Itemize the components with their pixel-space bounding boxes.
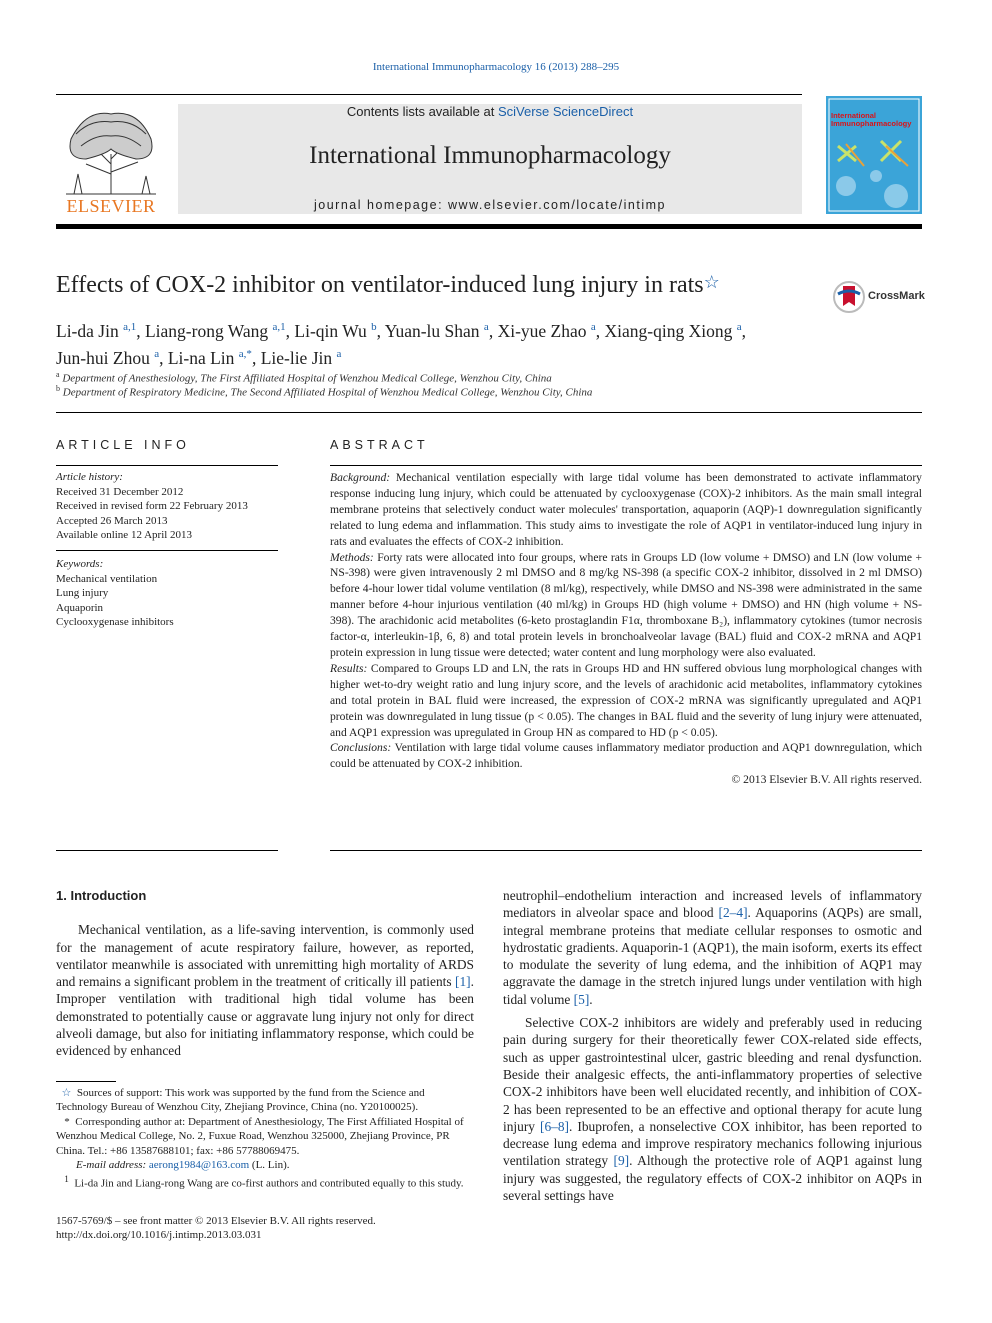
author[interactable]: Xi-yue Zhao $^a$ bbox=[497, 320, 596, 341]
footnote-corresponding: * Corresponding author at: Department of Anesthesiology, The First Affiliated Hospital of Wenzhou Medical College, No. 2, Fuxue Road, Wenzhou 325000, Zhejiang Province, PR China. Tel.: +86 13587688101; fax: +86 57788069475. bbox=[56, 1115, 464, 1157]
author[interactable]: Liang-rong Wang $^{a,1}$ bbox=[144, 320, 286, 341]
abstract-conclusions: Conclusions: Ventilation with large tidal volume causes inflammatory mediator production and AQP1 downregulation, which could be attenuated by COX-2 inhibition. bbox=[330, 741, 922, 771]
footnote-cofirst: $^1$ Li-da Jin and Liang-rong Wang are co-first authors and contributed equally to this study. bbox=[64, 1174, 464, 1191]
intro-right-column bbox=[503, 887, 922, 1204]
author[interactable]: Yuan-lu Shan $^a$ bbox=[384, 320, 489, 341]
footnote-email: E-mail address: aerong1984@163.com (L. Lin). bbox=[76, 1159, 290, 1172]
footnote-rule bbox=[56, 1081, 116, 1082]
keyword: Aquaporin bbox=[56, 601, 104, 614]
section-rule bbox=[56, 412, 922, 413]
author[interactable]: Li-qin Wu $^b$ bbox=[294, 320, 377, 341]
contents-prefix: Contents lists available at bbox=[346, 104, 498, 119]
citation-link[interactable]: [9] bbox=[613, 1153, 630, 1169]
author[interactable]: Jun-hui Zhou $^a$ bbox=[56, 347, 160, 368]
abstract-background: Background: Mechanical ventilation especially with large tidal volume has been demonstrated to activate inflammatory response inducing lung injury, which could be attenuated by cyclooxygenase (COX)-2 inhibitors. As the main small integral membrane proteins that selectively conduct water molecules' transportation, aquaporin (AQP)-1 downregulation significantly related to lung edema and inflammation. This study aims to investigate the role of AQP1 in ventilator-induced lung injury in rats and evaluates the effects of COX-2 inhibition. bbox=[330, 471, 922, 548]
issn-line: 1567-5769/$ – see front matter © 2013 Elsevier B.V. All rights reserved. bbox=[56, 1215, 376, 1227]
article-title bbox=[56, 272, 720, 299]
elsevier-wordmark: ELSEVIER bbox=[66, 196, 156, 216]
crossmark-label: CrossMark bbox=[868, 290, 925, 302]
journal-cover-image bbox=[826, 96, 922, 214]
keywords-rule bbox=[56, 550, 278, 551]
citation-link[interactable]: [6–8] bbox=[540, 1118, 570, 1134]
abstract-heading: ABSTRACT bbox=[330, 438, 429, 452]
author[interactable]: Li-da Jin $^{a,1}$ bbox=[56, 320, 137, 341]
footnotes bbox=[56, 1086, 474, 1192]
crossmark-badge[interactable] bbox=[832, 280, 925, 314]
title-footnote-star[interactable]: ☆ bbox=[703, 272, 720, 292]
abstract-results: Results: Compared to Groups LD and LN, the rats in Groups HD and HN suffered obvious lung morphological changes with higher wet-to-dry weight ratio and lung injury score, and the levels of arachidonic acid metabolites, inflammatory cytokines and total protein in BAL fluid were increased, the expression of COX-2 mRNA was significantly upregulated and AQP1 protein was downregulated in lung tissue (p < 0.05). The changes in BAL fluid and the severity of lung injury were attenuated, and AQP1 expression was upregulated in Group HN as compared to HD (p < 0.05). bbox=[330, 661, 922, 739]
sciencedirect-link[interactable]: SciVerse ScienceDirect bbox=[497, 104, 634, 119]
author[interactable]: Li-na Lin $^{a,*}$ bbox=[167, 347, 252, 368]
keyword: Cyclooxygenase inhibitors bbox=[56, 616, 174, 628]
article-info-bottom-rule bbox=[56, 850, 278, 851]
intro-paragraph-1-cont: neutrophil–endothelium interaction and increased levels of inflammatory mediators in alveolar space and blood [2–4]. Aquaporins (AQPs) are small, integral membrane proteins that mediate cellular responses to osmotic and hydrostatic gradients. Aquaporin-1 (AQP1), the main isoform, exerts its effect to modulate the severity of lung edema, and the inhibition of AQP1 may aggravate the damage in the stretch injured lungs under ventilation with high tidal volume [5]. bbox=[503, 888, 922, 1007]
citation-link[interactable]: [2–4] bbox=[718, 905, 748, 921]
journal-name: International Immunopharmacology bbox=[309, 142, 671, 169]
keyword: Lung injury bbox=[56, 587, 109, 599]
abstract-copyright: © 2013 Elsevier B.V. All rights reserved. bbox=[731, 773, 922, 787]
doi-link[interactable]: http://dx.doi.org/10.1016/j.intimp.2013.03.031 bbox=[56, 1229, 262, 1241]
abstract-rule bbox=[330, 465, 922, 466]
article-history: Article history: Received 31 December 2012 Received in revised form 22 February 2013 Accepted 26 March 2013 Available online 12 April 2013 bbox=[56, 471, 248, 541]
keywords: Keywords: Mechanical ventilation Lung injury Aquaporin Cyclooxygenase inhibitors bbox=[56, 558, 174, 628]
abstract-bottom-rule bbox=[330, 850, 922, 851]
author[interactable]: Xiang-qing Xiong $^a$ bbox=[604, 320, 742, 341]
citation-link[interactable]: [1] bbox=[455, 974, 471, 990]
citation-link[interactable]: [5] bbox=[573, 991, 590, 1007]
article-info-rule bbox=[56, 465, 278, 466]
abstract-body bbox=[330, 470, 922, 788]
journal-reference[interactable]: International Immunopharmacology 16 (2013) 288–295 bbox=[372, 61, 620, 73]
abstract-methods: Methods: Forty rats were allocated into four groups, where rats in Groups LD (low volume + DMSO) and LN (low volume + NS-398) were given intravenously 2 ml DMSO and 8 mg/kg NS-398 (a specific COX-2 inhibitor, dissolved in 2 ml DMSO) before 4-hour lower tidal volume ventilation (8 ml/kg), respectively, while DMSO and NS-398 were administrated in the same manner before 4-hour injurious ventilation (40 ml/kg) in Groups HD (high volume + DMSO) and HN (high volume + NS-398). The arachidonic acid metabolites (6-keto prostaglandin F1α, thromboxane B₂), inflammatory cytokines (tumor necrosis factor-α, interleukin-1β, 6, 8) and total protein levels in bronchoalveolar lavage (BAL) fluid and COX-2 mRNA and AQP1 protein expression in lung tissue were detected; water content and lung morphology were also evaluated. bbox=[330, 550, 922, 659]
header-thick-rule bbox=[56, 224, 922, 229]
email-link[interactable]: aerong1984@163.com bbox=[148, 1159, 250, 1172]
author[interactable]: Lie-lie Jin $^a$ bbox=[260, 347, 342, 368]
footnote-support: ☆ Sources of support: This work was supported by the fund from the Science and Technology Bureau of Wenzhou City, Zhejiang Province, China (no. Y20100025). bbox=[56, 1087, 425, 1114]
intro-left-column bbox=[56, 887, 474, 1060]
crossmark-icon bbox=[832, 280, 866, 314]
cover-title: International Immunopharmacology bbox=[831, 111, 912, 128]
intro-heading: 1. Introduction bbox=[56, 888, 147, 903]
contents-line bbox=[178, 104, 802, 119]
article-title-text: Effects of COX-2 inhibitor on ventilator-induced lung injury in rats bbox=[56, 272, 704, 298]
header-rule bbox=[56, 94, 802, 95]
journal-homepage[interactable]: journal homepage: www.elsevier.com/locate/intimp bbox=[314, 198, 666, 212]
article-info-heading: ARTICLE INFO bbox=[56, 438, 190, 452]
intro-paragraph-2: Selective COX-2 inhibitors are widely and preferably used in reducing pain during surgery for their theoretically fewer COX-related side effects, such as upper gastrointestinal ulcer, gastric bleeding and renal dysfunction. Beside their analgesic effects, the anti-inflammatory properties of selective COX-2 inhibitors have been well elucidated recently, and inhibition of COX-2 has been represented to be an effective and optional therapy for acute lung injury [6–8]. Ibuprofen, a nonselective COX inhibitor, has been reported to decrease lung edema and improve respiratory mechanics following injurious ventilation strategy [9]. Although the protective role of AQP1 against lung injury was suggested, the regulatory effects of COX-2 inhibitor on AQPs in several settings have bbox=[503, 1015, 922, 1204]
author-list: Li-da Jin $^{a,1}$, Liang-rong Wang $^{a,1}$, Li-qin Wu $^b$, Yuan-lu Shan $^a$, Xi-yue Zhao $^a$, Xiang-qing Xiong $^a$, Jun-hui Zhou $^a$, Li-na Lin $^{a,*}$, Lie-lie Jin $^a$ bbox=[56, 320, 746, 368]
affiliation-b: $^b$ Department of Respiratory Medicine, The Second Affiliated Hospital of Wenzhou Medical College, Wenzhou City, China bbox=[56, 384, 593, 399]
affiliation-a: $^a$ Department of Anesthesiology, The First Affiliated Hospital of Wenzhou Medical College, Wenzhou City, China bbox=[56, 370, 552, 385]
keyword: Mechanical ventilation bbox=[56, 572, 158, 585]
intro-paragraph-1: Mechanical ventilation, as a life-saving intervention, is commonly used for the management of acute respiratory failure, however, as reported, ventilator meanwhile is associated with unremitting high mortality of ARDS and remains a significant problem in the treatment of critically ill patients [1]. Improper ventilation with traditional high tidal volume has been demonstrated to potentially cause or aggravate lung injury not only for direct alveoli damage, but also for initiating inflammatory response, which could be evidenced by enhanced bbox=[56, 922, 474, 1059]
